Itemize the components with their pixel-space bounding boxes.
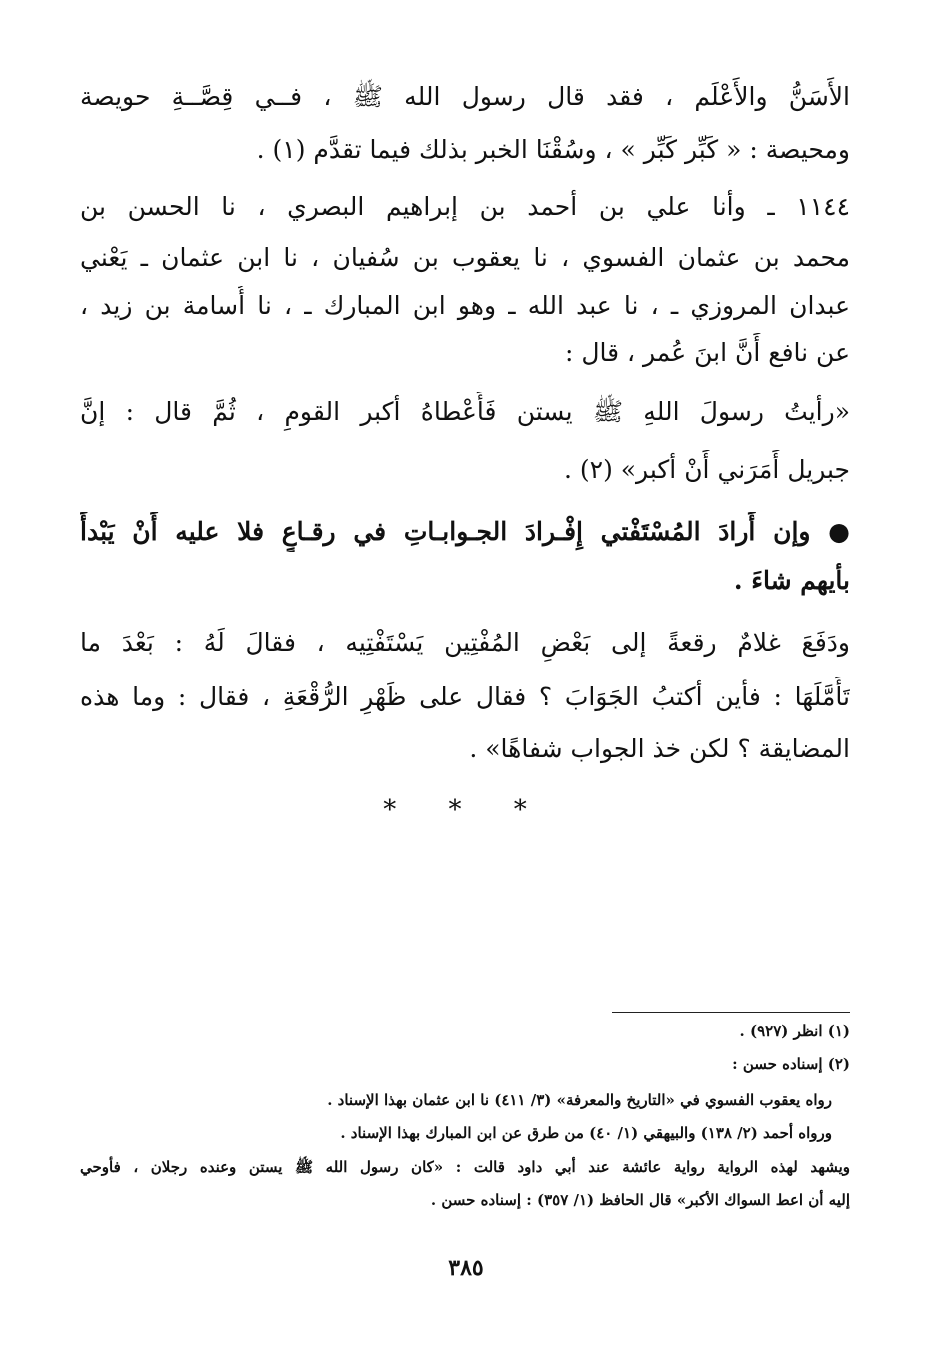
text-line: المضايقة ؟ لكن خذ الجواب شفاهًا» . bbox=[469, 734, 850, 763]
text-line: محمد بن عثمان الفسوي ، نا يعقوب بن سُفيان ، نا ابن عثمان ـ يَعْني bbox=[80, 243, 850, 272]
hadith-1144-line: ١١٤٤ ـ وأنا علي بن أحمد بن إبراهيم البصري ، نا الحسن بن bbox=[80, 192, 850, 221]
quote-line: جبريل أَمَرَني أَنْ أكبر» (٢) . bbox=[563, 455, 850, 484]
footnote-line: ويشهد لهذه الرواية رواية عائشة عند أبي داود قالت : «كان رسول الله ﷺ يستن وعنده رجلان ، فأوحي bbox=[80, 1158, 850, 1176]
text-line: تَأَمَّلَهَا : فأين أكتبُ الجَوَابَ ؟ فقال على ظَهْرِ الرُّقْعَةِ ، فقال : وما هذه bbox=[80, 682, 850, 711]
footnote-line: (١) انظر (٩٢٧) . bbox=[739, 1022, 850, 1040]
footnote-line: إليه أن اعط السواك الأكبر» قال الحافظ (١/ ٣٥٧) : إسناده حسن . bbox=[430, 1191, 850, 1209]
text-line: عن نافع أَنَّ ابنَ عُمر ، قال : bbox=[564, 338, 850, 367]
footnote-line: رواه يعقوب الفسوي في «التاريخ والمعرفة» (٣/ ٤١١) نا ابن عثمان بهذا الإسناد . bbox=[327, 1091, 832, 1109]
section-heading-line: ● وإن أَرادَ المُسْتَفْتي إِفْـرادَ الجـوابـاتِ في رقـاعٍ فلا عليه أَنْ يَبْدأَ bbox=[80, 517, 850, 546]
footnote-line: (٢) إسناده حسن : bbox=[732, 1055, 850, 1073]
section-separator: * * * bbox=[383, 795, 549, 825]
section-heading-line: بأيهم شاءَ . bbox=[733, 566, 850, 595]
text-line: ودَفَعَ غلامٌ رقعةً إلى بَعْضِ المُفْتِين يَسْتَفْتِيه ، فقالَ لَهُ : بَعْدَ ما bbox=[80, 628, 850, 657]
text-line: الأَسَنُّ والأَعْلَم ، فقد قال رسول الله ﷺ ، فــي قِصَّــةِ حويصة bbox=[80, 82, 850, 111]
page-number: ٣٨٥ bbox=[448, 1255, 484, 1281]
footnote-line: ورواه أحمد (٢/ ١٣٨) والبيهقي (١/ ٤٠) من طرق عن ابن المبارك بهذا الإسناد . bbox=[340, 1124, 832, 1142]
text-line: عبدان المروزي ـ ، نا عبد الله ـ وهو ابن المبارك ـ ، نا أُسامة بن زيد ، bbox=[80, 291, 850, 320]
quote-line: «رأيتُ رسولَ اللهِ ﷺ يستن فَأَعْطاهُ أكبر القومِ ، ثُمَّ قال : إنَّ bbox=[80, 397, 850, 426]
text-line: ومحيصة : « كَبِّر كَبِّر » ، وسُقْنَا الخبر بذلك فيما تقدَّم (١) . bbox=[256, 135, 850, 164]
footnote-divider bbox=[612, 1012, 850, 1013]
